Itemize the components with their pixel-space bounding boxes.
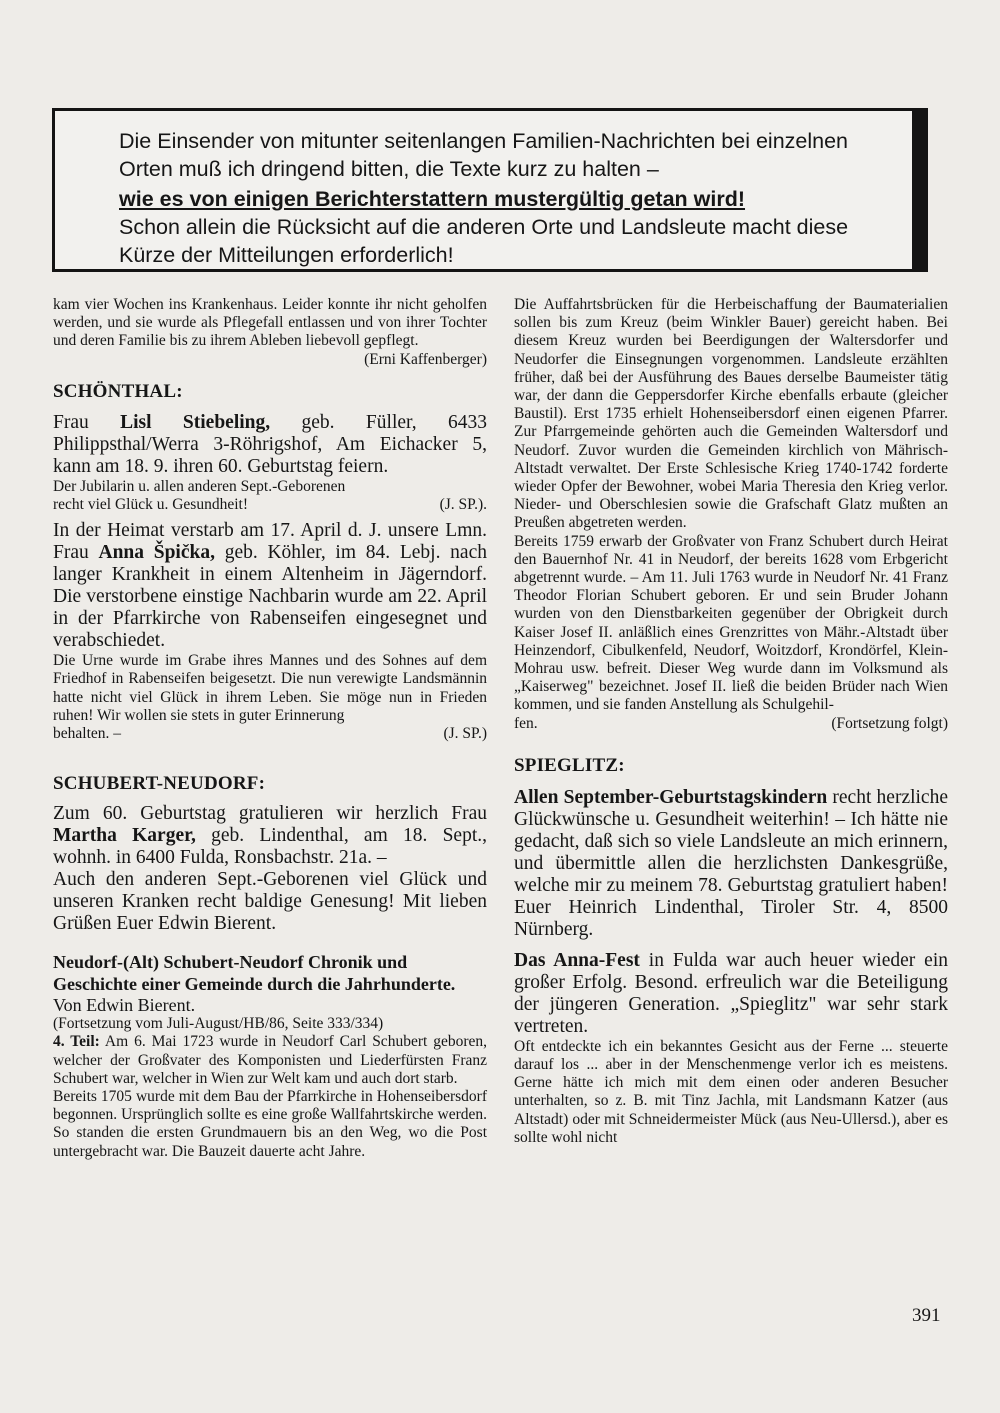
anna-fest-details: Oft entdeckte ich ein bekanntes Gesicht aus der Ferne ... steuerte darauf los ... aber in der Menschenmenge verlor ich es meistens. Gerne hätte ich mich mit dem einen oder anderen Besucher unterhalten, so z. B. mit Tinz Jachla, mit Landsmann Katzer (aus Altstadt) oder mit Schneidermeister Mück (aus Neu-Ullersd.), aber es sollte wohl nicht <box>514 1037 948 1146</box>
notice-box <box>52 108 928 272</box>
continuation-row: fen. (Fortsetzung folgt) <box>514 714 948 732</box>
intro-paragraph: kam vier Wochen ins Krankenhaus. Leider konnte ihr nicht geholfen werden, und sie wurde als Pflegefall entlassen und von ihrer Tochter und deren Familie bis zu ihrem Ableben liebevoll gepflegt. <box>53 296 487 350</box>
chronicle-title: Neudorf-(Alt) Schubert-Neudorf Chronik und Geschichte einer Gemeinde durch die Jahrhunderte. <box>53 952 456 995</box>
chronicle-paragraph: Bereits 1705 wurde mit dem Bau der Pfarrkirche in Hohenseibersdorf begonnen. Ursprünglich sollte es eine große Wallfahrtskirche werden. So standen die ersten Grundmauern bis an den Weg, wo die Post untergebracht war. Die Bauzeit dauerte acht Jahre. <box>53 1088 487 1160</box>
greeting-small: Der Jubilarin u. allen anderen Sept.-Geborenen <box>53 477 346 495</box>
notice-line-2: wie es von einigen Berichterstattern mustergültig getan wird! <box>119 187 746 211</box>
heading-schubert-neudorf: SCHUBERT-NEUDORF: <box>53 773 266 795</box>
right-column <box>514 296 948 1147</box>
heading-spieglitz: SPIEGLITZ: <box>514 754 625 776</box>
obituary-notice: In der Heimat verstarb am 17. April d. J. unsere Lmn. Frau Anna Špička, geb. Köhler, im 84. Lebj. nach langer Krankheit in einem Altenheim in Jägerndorf. Die verstorbene einstige Nachbarin wurde am 22. April in der Pfarrkirche von Rabenseifen eingesegnet und verabschiedet. <box>53 520 487 652</box>
signature: (Erni Kaffenberger) <box>364 350 487 368</box>
chronicle-schubert-paragraph: Bereits 1759 erwarb der Großvater von Franz Schubert durch Heirat den Bauernhof Nr. 41 in Neudorf, der bereits 1628 vom Erbgericht abgetrennt wurde. – Am 11. Juli 1763 wurde in Neudorf Nr. 41 Franz Theodor Florian Schubert geboren. Er und sein Bruder Johann wurden von den Dienstbarkeiten gegenüber der Obrigkeit durch Kaiser Josef II. anläßlich eines Grenzrittes von Mähr.-Altstadt über Heinzendorf, Cibulkenfeld, Neudorf, Woitzdorf, Krondörfel, Klein-Mohrau usw. befreit. Dieser Weg wurde dann im Volksmund als „Kaiserweg" bezeichnet. Josef II. ließ die beiden Brüder nach Wien kommen, und sie fanden Anstellung als Schulgehil- <box>514 532 948 714</box>
notice-line-1: Die Einsender von mitunter seitenlangen Familien-Nachrichten bei einzelnen Orten muß ich dringend bitten, die Texte kurz zu halten – <box>119 129 849 181</box>
heading-schoenthal: SCHÖNTHAL: <box>53 380 183 402</box>
page-number: 391 <box>912 1305 941 1326</box>
person-name: Martha Karger, <box>53 825 196 847</box>
chronicle-author: Von Edwin Bierent. <box>53 995 196 1016</box>
left-column <box>53 296 487 1161</box>
chronicle-part-4: 4. Teil: Am 6. Mai 1723 wurde in Neudorf Carl Schubert geboren, welcher der Großvater des Komponisten und Liederfürsten Franz Schubert war, welcher in Wien zur Welt kam und auch dort starb. <box>53 1033 487 1087</box>
obituary-row: behalten. – (J. SP.) <box>53 725 487 743</box>
birthday-notice-2: Zum 60. Geburtstag gratulieren wir herzlich Frau Martha Karger, geb. Lindenthal, am 18. Sept., wohnh. in 6400 Fulda, Ronsbachstr. 21a. – <box>53 803 488 869</box>
signature: (J. SP.) <box>443 725 487 743</box>
person-name: Lisl Stiebeling, <box>120 411 271 433</box>
signature: (J. SP.). <box>439 496 487 514</box>
obituary-small: Die Urne wurde im Grabe ihres Mannes und des Sohnes auf dem Friedhof in Rabenseifen beigesetzt. Die nun verewigte Landsmännin hatte nicht viel Glück in ihrem Leben. Sie möge nun in Frieden ruhen! Wir wollen sie stets in guter Erinnerung <box>53 652 487 724</box>
birthday-notice: Frau Lisl Stiebeling, geb. Füller, 6433 Philippsthal/Werra 3-Röhrigshof, Am Eichacker 5, kann am 18. 9. ihren 60. Geburtstag feiern. <box>53 411 487 477</box>
anna-fest-paragraph: Das Anna-Fest in Fulda war auch heuer wieder ein großer Erfolg. Besond. erfreulich war die Beteiligung der jüngeren Generation. „Spieglitz" war sehr stark vertreten. <box>514 949 948 1037</box>
to-be-continued: (Fortsetzung folgt) <box>831 714 948 732</box>
spieglitz-birthday: Allen September-Geburtstagskindern recht herzliche Glückwünsche u. Gesundheit weiterhin! – Ich hätte nie gedacht, daß sich so viele Landsleute an mich erinnern, und übermittle allen die herzlichsten Dankesgrüße, welche mir zu meinem 78. Geburtstag gratuliert haben! Euer Heinrich Lindenthal, Tiroler Str. 4, 8500 Nürnberg. <box>514 786 948 940</box>
greeting-row: recht viel Glück u. Gesundheit! (J. SP.). <box>53 496 487 514</box>
chronicle-continuation: (Fortsetzung vom Juli-August/HB/86, Seite 333/334) <box>53 1015 384 1033</box>
chronicle-continued-paragraph: Die Auffahrtsbrücken für die Herbeischaffung der Baumaterialien sollen bis zum Kreuz (beim Winkler Bauer) gereicht haben. Bei diesem Kreuz wurden bei Beerdigungen der Waltersdorfer und Neudorfer die Einsegnungen vorgenommen. Landsleute erzählten früher, daß bei der Ausführung des Baues derselbe Baumeister tätig war, der dann die Geppersdorfer Kirche ebenfalls erbaute (gleicher Baustil). Erst 1735 erhielt Hohenseibersdorf einen eigenen Pfarrer. Zur Pfarrgemeinde gehörten auch die Gemeinden Waltersdorf und Neudorf. Zuvor wurden die Gemeinden kirchlich von Mährisch-Altstadt verwaltet. Der Erste Schlesische Krieg 1740-1742 forderte wieder Opfer der Bewohner, wobei Maria Theresia den Krieg verlor. Nieder- und Oberschlesien sowie die Grafschaft Glatz mußten an Preußen abgetreten werden. <box>514 296 948 532</box>
person-name: Anna Špička, <box>98 542 215 564</box>
notice-line-3: Schon allein die Rücksicht auf die anderen Orte und Landsleute macht diese Kürze der Mitteilungen erforderlich! <box>119 215 849 267</box>
greeting-paragraph: Auch den anderen Sept.-Geborenen viel Glück und unseren Kranken recht baldige Genesung! Mit lieben Grüßen Euer Edwin Bierent. <box>53 869 487 935</box>
